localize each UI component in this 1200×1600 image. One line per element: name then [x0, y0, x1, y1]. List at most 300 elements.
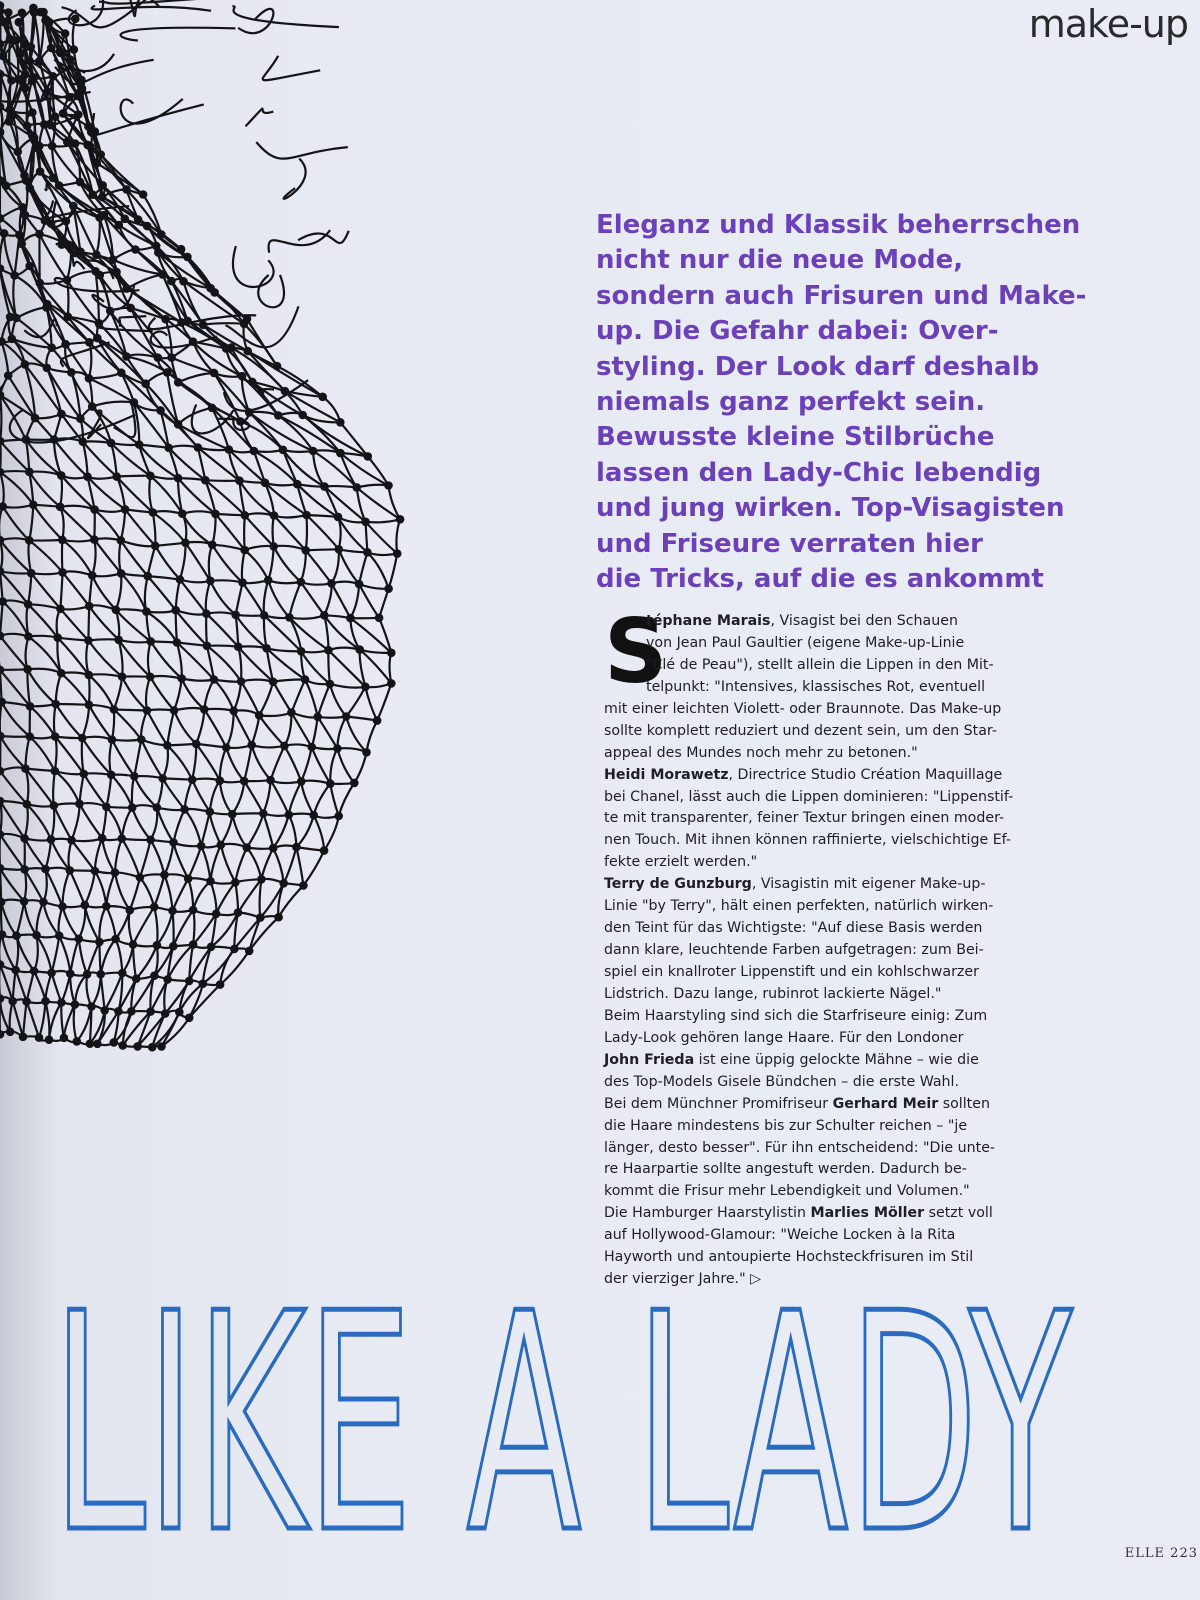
veil-strand [306, 549, 339, 550]
veil-knot [12, 967, 18, 973]
veil-strand [235, 882, 238, 912]
veil-strand [211, 881, 217, 914]
veil-strand [92, 573, 121, 576]
body-line: nen Touch. Mit ihnen können raffinierte, vielschichtige Ef- [604, 832, 1012, 849]
veil-strand [99, 906, 106, 942]
veil-strand [88, 639, 118, 640]
veil-knot [143, 608, 149, 614]
veil-knot [168, 354, 174, 360]
veil-strand [313, 451, 357, 487]
veil-knot [211, 289, 217, 295]
veil-knot [128, 1008, 134, 1014]
veil-knot [351, 780, 357, 786]
veil-knot [100, 182, 106, 188]
veil-knot [262, 480, 268, 486]
veil-knot [1, 230, 7, 236]
veil-knot [260, 810, 266, 816]
veil-strand [245, 546, 274, 550]
veil-strand [157, 808, 174, 843]
veil-strand [16, 970, 27, 1002]
veil-strand [54, 806, 72, 841]
veil-knot [231, 946, 237, 952]
veil-strand [121, 509, 125, 540]
veil-knot [0, 633, 3, 639]
veil-knot [123, 353, 129, 359]
veil-strand [145, 576, 148, 612]
veil-knot [334, 745, 340, 751]
veil-knot [275, 412, 281, 418]
veil-knot [327, 781, 333, 787]
veil-strand [2, 702, 30, 737]
veil-knot [77, 249, 83, 255]
veil-strand [31, 573, 60, 609]
veil-knot [44, 365, 50, 371]
veil-strand [51, 806, 54, 840]
body-line [604, 1094, 1006, 1116]
veil-strand [25, 838, 46, 869]
veil-strand [109, 740, 112, 775]
veil-strand [106, 873, 115, 907]
veil-strand [232, 781, 244, 814]
veil-strand [153, 511, 182, 514]
veil-knot [46, 20, 52, 26]
veil-strand [95, 871, 106, 906]
veil-strand [0, 395, 1, 441]
veil-strand [0, 507, 3, 541]
veil-knot [217, 778, 223, 784]
veil-strand [163, 778, 193, 779]
lead-line: nicht nur die neue Mode, [596, 245, 964, 276]
veil-knot [176, 1009, 182, 1015]
veil-strand [268, 580, 289, 617]
veil-knot [10, 998, 16, 1004]
veil-strand [153, 513, 155, 546]
veil-strand [289, 582, 300, 617]
veil-knot [274, 363, 280, 369]
veil-knot [337, 419, 343, 425]
veil-knot [21, 866, 27, 872]
veil-strand [60, 475, 62, 506]
veil-knot [357, 646, 363, 652]
veil-strand [366, 522, 398, 554]
veil-knot [68, 369, 74, 375]
veil-knot [127, 907, 133, 913]
veil-knot [200, 322, 206, 328]
veil-knot [19, 241, 25, 247]
veil-knot [37, 9, 43, 15]
veil-knot [160, 775, 166, 781]
veil-strand [209, 545, 213, 581]
veil-knot [58, 411, 64, 417]
veil-knot [294, 481, 300, 487]
veil-knot [42, 998, 48, 1004]
headline-text: LIKE A LADY [52, 1300, 1075, 1540]
veil-knot [62, 341, 68, 347]
veil-knot [7, 106, 13, 112]
body-fragment: , Directrice Studio Création Maquillage [728, 766, 1003, 783]
veil-strand [52, 973, 62, 1003]
veil-strand [62, 540, 92, 576]
veil-strand [89, 705, 112, 740]
veil-strand [27, 604, 29, 636]
veil-knot [356, 581, 362, 587]
veil-strand [201, 812, 210, 846]
veil-knot [36, 58, 42, 64]
veil-strand [0, 540, 31, 573]
body-line: appeal des Mundes noch mehr zu betonen." [604, 744, 918, 761]
veil-strand [112, 710, 114, 740]
veil-knot [174, 639, 180, 645]
veil-strand [46, 840, 52, 870]
body-line: dann klare, leuchtende Farben aufgetragen: zum Bei- [604, 942, 984, 959]
veil-knot [128, 305, 134, 311]
veil-knot [397, 516, 403, 522]
veil-strand [226, 711, 234, 748]
veil-strand [146, 610, 175, 612]
veil-knot [116, 637, 122, 643]
veil-strand [140, 840, 151, 878]
veil-strand [60, 572, 62, 608]
veil-strand [182, 679, 214, 681]
veil-knot [229, 811, 235, 817]
veil-strand [174, 708, 204, 710]
veil-strand [0, 868, 24, 901]
veil-strand [252, 715, 260, 745]
veil-strand [29, 505, 33, 541]
veil-strand [130, 878, 140, 911]
veil-knot [17, 52, 23, 58]
veil-knot [133, 976, 139, 982]
veil-strand [189, 985, 220, 1018]
body-line [604, 765, 1006, 787]
veil-knot [147, 837, 153, 843]
veil-strand [94, 540, 121, 574]
veil-knot [108, 772, 114, 778]
veil-knot [119, 970, 125, 976]
veil-knot [347, 615, 353, 621]
veil-knot [27, 263, 33, 269]
veil-strand [216, 514, 245, 515]
veil-knot [175, 379, 181, 385]
veil-strand [121, 573, 146, 611]
veil-knot [171, 707, 177, 713]
veil-strand [86, 641, 89, 676]
body-fragment: ist eine üppig gelockte Mähne – wie die [694, 1051, 979, 1068]
veil-knot [116, 222, 122, 228]
body-line: Lady-Look gehören lange Haare. Für den Londoner [604, 1029, 964, 1046]
veil-strand [119, 540, 121, 573]
veil-strand [67, 280, 68, 317]
veil-knot [15, 149, 21, 155]
veil-knot [0, 71, 3, 77]
veil-knot [258, 876, 264, 882]
veil-strand [232, 6, 339, 27]
veil-strand [307, 515, 339, 549]
veil-strand [273, 815, 289, 848]
veil-knot [136, 441, 142, 447]
veil-strand [88, 477, 117, 479]
veil-knot [175, 421, 181, 427]
veil-strand [238, 879, 261, 912]
veil-knot [327, 681, 333, 687]
veil-knot [300, 412, 306, 418]
veil-strand [324, 816, 339, 851]
veil-knot [325, 647, 331, 653]
veil-knot [270, 679, 276, 685]
lead-line: styling. Der Look darf deshalb [596, 351, 1040, 382]
veil-knot [226, 446, 232, 452]
veil-knot [28, 570, 34, 576]
veil-strand [69, 840, 72, 870]
veil-strand [114, 710, 147, 711]
veil-strand [192, 744, 196, 780]
veil-strand [0, 636, 28, 670]
veil-strand [119, 225, 136, 250]
veil-knot [321, 483, 327, 489]
veil-knot [232, 879, 238, 885]
veil-strand [301, 582, 325, 615]
veil-knot [271, 543, 277, 549]
veil-knot [0, 104, 3, 110]
veil-strand [121, 28, 236, 41]
lead-line: und Friseure verraten hier [596, 528, 983, 559]
veil-strand [102, 807, 106, 838]
veil-knot [21, 898, 27, 904]
veil-strand [254, 450, 283, 452]
veil-strand [95, 510, 121, 541]
veil-knot [36, 231, 42, 237]
veil-knot [94, 335, 100, 341]
veil-strand [101, 974, 105, 1010]
body-fragment: setzt voll [924, 1205, 993, 1222]
veil-knot [16, 232, 22, 238]
veil-strand [176, 610, 207, 614]
veil-knot [49, 143, 55, 149]
veil-strand [28, 669, 56, 704]
veil-strand [289, 815, 297, 847]
veil-strand [244, 745, 252, 781]
name-marlies-moeller: Marlies Möller [810, 1205, 925, 1222]
veil-strand [89, 575, 92, 606]
veil-strand [88, 606, 89, 640]
veil-strand [122, 808, 132, 839]
veil-strand [0, 472, 33, 505]
veil-strand [112, 740, 134, 777]
veil-strand [234, 711, 252, 745]
veil-strand [261, 848, 273, 879]
veil-strand [132, 808, 150, 840]
veil-knot [7, 1029, 13, 1035]
veil-strand [84, 774, 107, 807]
veil-knot [286, 614, 292, 620]
veil-strand [157, 911, 173, 945]
veil-strand [29, 540, 62, 572]
veil-knot [59, 903, 65, 909]
veil-strand [284, 746, 301, 782]
veil-strand [357, 485, 389, 488]
veil-knot [53, 701, 59, 707]
veil-strand [379, 589, 389, 618]
veil-strand [123, 1012, 151, 1046]
veil-strand [139, 445, 169, 448]
veil-knot [118, 537, 124, 543]
veil-strand [359, 584, 389, 589]
veil-knot [388, 650, 394, 656]
veil-knot [242, 512, 248, 518]
veil-knot [90, 192, 96, 198]
veil-knot [137, 874, 143, 880]
veil-strand [233, 246, 274, 287]
veil-knot [23, 998, 29, 1004]
veil-strand [339, 783, 355, 816]
veil-strand [206, 614, 207, 646]
veil-strand [155, 543, 185, 546]
veil-strand [43, 869, 46, 902]
veil-knot [238, 678, 244, 684]
veil-strand [264, 615, 267, 648]
veil-strand [0, 801, 2, 835]
veil-strand [89, 378, 134, 402]
veil-knot [58, 472, 64, 478]
veil-knot [132, 246, 138, 252]
veil-strand [259, 682, 273, 716]
body-fragment: , Visagistin mit eigener Make-up- [751, 876, 986, 893]
veil-knot [159, 271, 165, 277]
veil-strand [167, 710, 174, 745]
veil-strand [174, 842, 189, 878]
veil-knot [300, 882, 306, 888]
veil-knot [212, 511, 218, 517]
veil-strand [56, 704, 82, 738]
veil-knot [5, 9, 11, 15]
veil-strand [367, 552, 388, 588]
veil-strand [259, 715, 284, 746]
veil-strand [88, 641, 122, 677]
veil-knot [179, 675, 185, 681]
veil-knot [280, 447, 286, 453]
veil-strand [174, 679, 182, 711]
veil-knot [22, 765, 28, 771]
veil-knot [0, 568, 3, 574]
veil-strand [116, 573, 121, 609]
veil-knot [162, 1010, 168, 1016]
veil-strand [55, 737, 57, 772]
veil-knot [0, 831, 3, 837]
veil-knot [91, 536, 97, 542]
body-line: sollte komplett reduziert und dezent sein, um den Star- [604, 722, 997, 739]
veil-strand [396, 519, 400, 553]
veil-knot [217, 981, 223, 987]
veil-knot [170, 943, 176, 949]
veil-strand [201, 846, 210, 881]
veil-strand [60, 507, 94, 540]
veil-strand [85, 871, 95, 905]
veil-strand [102, 838, 115, 872]
veil-strand [127, 274, 163, 288]
veil-knot [298, 778, 304, 784]
lead-line: sondern auch Frisuren und Make- [596, 280, 1087, 311]
veil-strand [75, 974, 87, 1004]
veil-strand [49, 1003, 61, 1040]
lead-line: und jung wirken. Top-Visagisten [596, 493, 1065, 524]
veil-knot [87, 1041, 93, 1047]
veil-knot [185, 876, 191, 882]
veil-strand [47, 368, 62, 414]
veil-knot [57, 48, 63, 54]
veil-knot [71, 46, 77, 52]
veil-knot [155, 249, 161, 255]
veil-strand [92, 6, 211, 11]
veil-knot [154, 942, 160, 948]
veil-knot [209, 405, 215, 411]
veil-knot [37, 168, 43, 174]
veil-strand [185, 780, 193, 810]
veil-knot [74, 1038, 80, 1044]
veil-strand [79, 774, 83, 804]
veil-strand [325, 486, 357, 487]
veil-knot [161, 872, 167, 878]
veil-strand [267, 648, 302, 651]
veil-knot [55, 635, 61, 641]
veil-knot [363, 749, 369, 755]
veil-strand [63, 571, 93, 575]
veil-strand [114, 710, 141, 740]
veil-strand [24, 901, 36, 935]
veil-knot [70, 203, 76, 209]
veil-knot [189, 777, 195, 783]
veil-knot [3, 183, 9, 189]
veil-strand [55, 737, 84, 774]
veil-knot [131, 773, 137, 779]
veil-strand [273, 679, 305, 681]
veil-strand [28, 573, 31, 604]
veil-strand [0, 441, 1, 472]
veil-strand [185, 543, 210, 581]
veil-knot [122, 216, 128, 222]
veil-knot [164, 369, 170, 375]
veil-knot [21, 835, 27, 841]
veil-strand [146, 612, 150, 642]
veil-knot [0, 1031, 3, 1037]
veil-knot [82, 902, 88, 908]
body-line: fekte erzielt werden." [604, 854, 758, 871]
veil-knot [42, 866, 48, 872]
veil-knot [84, 474, 90, 480]
veil-strand [63, 907, 79, 939]
veil-knot [13, 933, 19, 939]
veil-knot [231, 708, 237, 714]
veil-knot [20, 1034, 26, 1040]
veil-strand [106, 807, 121, 839]
veil-knot [385, 482, 391, 488]
lead-line: up. Die Gefahr dabei: Over- [596, 316, 999, 347]
veil-knot [0, 215, 3, 221]
veil-knot [150, 509, 156, 515]
veil-knot [26, 469, 32, 475]
veil-knot [302, 676, 308, 682]
veil-strand [111, 775, 132, 808]
veil-strand [367, 552, 397, 555]
veil-knot [118, 570, 124, 576]
veil-knot [77, 416, 83, 422]
veil-knot [0, 865, 3, 871]
veil-knot [64, 139, 70, 145]
veil-knot [0, 768, 3, 774]
veil-knot [58, 670, 64, 676]
veil-strand [205, 480, 239, 481]
veil-strand [119, 640, 151, 643]
veil-knot [193, 741, 199, 747]
